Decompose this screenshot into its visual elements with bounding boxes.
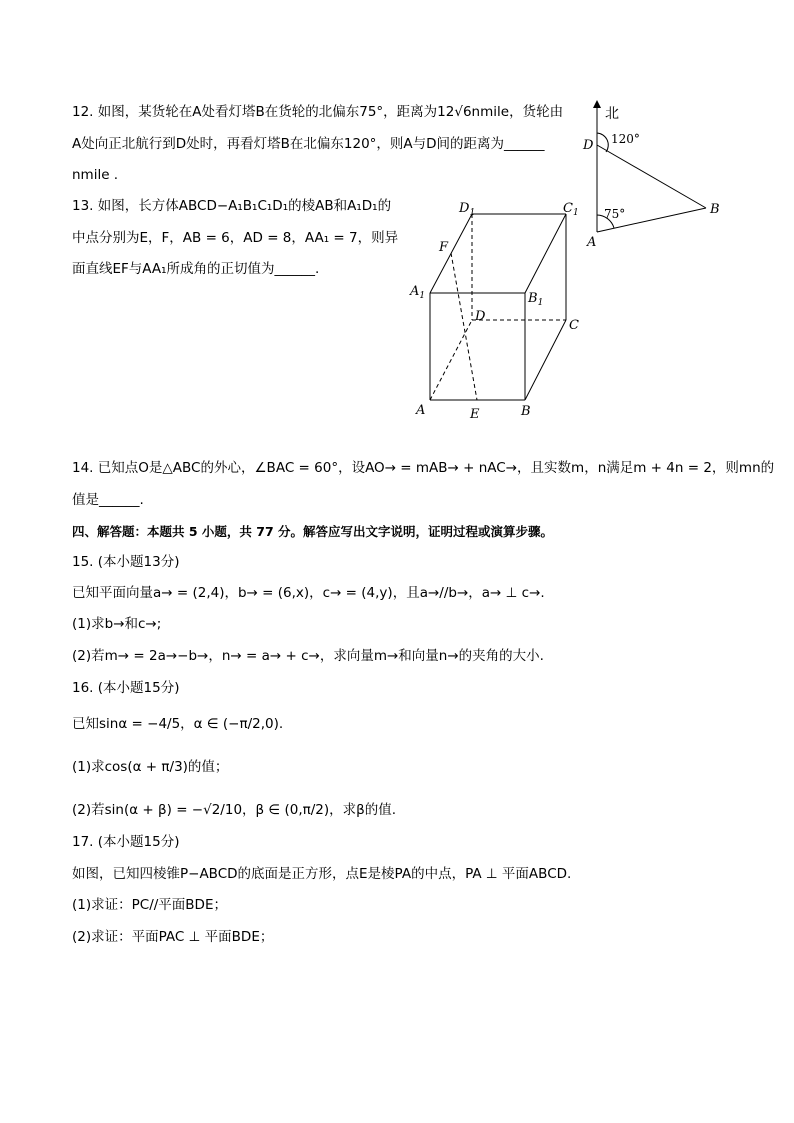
q14-line1: 14. 已知点O是△ABC的外心，∠BAC = 60°，设AO→ = mAB→ + nAC→，且实数m，n满足m + 4n = 2，则mn的 <box>72 460 775 476</box>
point-b-label: B <box>710 202 720 217</box>
q12-line3: nmile . <box>72 167 119 183</box>
angle-arc-120 <box>597 133 608 152</box>
q15-line1: 已知平面向量a→ = (2,4)，b→ = (6,x)，c→ = (4,y)，且a→//b→，a→ ⊥ c→. <box>72 585 545 601</box>
section-four-header: 四、解答题：本题共 5 小题，共 77 分。解答应写出文字说明，证明过程或演算步骤。 <box>72 524 554 539</box>
q13-line2: 中点分别为E，F，AB = 6，AD = 8，AA₁ = 7，则异 <box>72 230 399 246</box>
q13-line1: 13. 如图，长方体ABCD−A₁B₁C₁D₁的棱AB和A₁D₁的 <box>72 198 392 214</box>
q16-part2: (2)若sin(α + β) = −√2/10，β ∈ (0,π/2)，求β的值. <box>72 802 397 818</box>
vertex-c1-label: $C_1$ <box>563 201 579 218</box>
q17-part2: (2)求证：平面PAC ⊥ 平面BDE； <box>72 929 274 945</box>
q15-head: 15. (本小题13分) <box>72 554 180 570</box>
q12-line1: 12. 如图，某货轮在A处看灯塔B在货轮的北偏东75°，距离为12√6nmile，货轮由 <box>72 104 564 120</box>
q13-line3: 面直线EF与AA₁所成角的正切值为______. <box>72 261 320 277</box>
point-a-label: A <box>587 235 597 250</box>
vertex-b-label: B <box>521 404 531 419</box>
q16-line1: 已知sinα = −4/5，α ∈ (−π/2,0). <box>72 716 284 732</box>
q16-head: 16. (本小题15分) <box>72 680 180 696</box>
q12-line2: A处向正北航行到D处时，再看灯塔B在北偏东120°，则A与D间的距离为______ <box>72 136 545 152</box>
q17-part1: (1)求证：PC//平面BDE； <box>72 897 227 913</box>
q16-part1: (1)求cos(α + π/3)的值； <box>72 759 229 775</box>
q17-head: 17. (本小题15分) <box>72 834 180 850</box>
q14-line2: 值是______. <box>72 492 144 508</box>
vertex-a-label: A <box>416 403 426 418</box>
cuboid-diagram <box>405 195 595 425</box>
angle-120-label: 120° <box>611 132 640 146</box>
q15-part1: (1)求b→和c→; <box>72 616 162 632</box>
vertex-e-label: E <box>470 407 480 422</box>
vertex-f-label: F <box>439 240 449 255</box>
point-d-label: D <box>583 138 594 153</box>
angle-75-label: 75° <box>604 207 626 221</box>
segment-db <box>597 145 706 208</box>
vertex-d1-label: $D_1$ <box>459 201 476 218</box>
north-label: 北 <box>605 106 619 122</box>
vertex-a1-label: $A_1$ <box>410 284 426 301</box>
q15-part2: (2)若m→ = 2a→−b→，n→ = a→ + c→，求向量m→和向量n→的夹角的大小. <box>72 648 544 664</box>
vertex-d-label: D <box>475 309 486 324</box>
segment-ef <box>451 253 477 400</box>
vertex-b1-label: $B_1$ <box>528 291 544 308</box>
vertex-c-label: C <box>569 318 579 333</box>
q17-line1: 如图，已知四棱锥P−ABCD的底面是正方形，点E是棱PA的中点，PA ⊥ 平面ABCD. <box>72 866 572 882</box>
